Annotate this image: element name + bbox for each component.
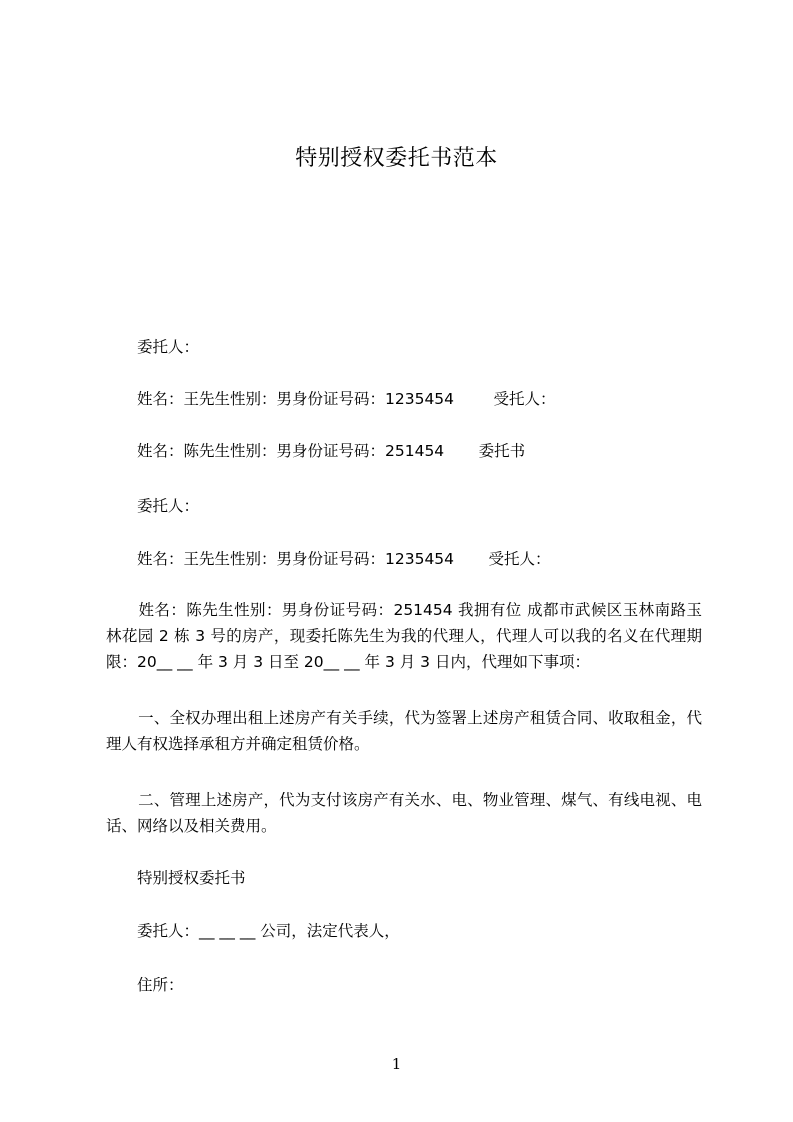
principal-info-2: 姓名：王先生性别：男身份证号码：1235454 受托人： — [137, 550, 551, 568]
section-title: 特别授权委托书 — [137, 869, 246, 887]
agent-info-1: 姓名：陈先生性别：男身份证号码：251454 委托书 — [137, 442, 526, 460]
page-number: 1 — [391, 1055, 402, 1073]
authorization-paragraph — [106, 597, 702, 675]
item-two-paragraph — [106, 787, 702, 839]
authorization-text: 姓名：陈先生性别：男身份证号码：251454 我拥有位 成都市武候区玉林南路玉林花园 2 栋 3 号的房产，现委托陈先生为我的代理人，代理人可以我的名义在代理期限：20__ __ 年 3 月 3 日至 20__ __ 年 3 月 3 日内，代理如下事项： — [106, 601, 702, 671]
principal-label-2: 委托人： — [137, 497, 200, 515]
principal-company-line: 委托人：__ __ __ 公司，法定代表人， — [137, 922, 400, 940]
principal-info-1: 姓名：王先生性别：男身份证号码：1235454 受托人： — [137, 390, 556, 408]
document-title: 特别授权委托书范本 — [295, 146, 498, 171]
item-one-text: 一、全权办理出租上述房产有关手续，代为签署上述房产租赁合同、收取租金，代理人有权选择承租方并确定租赁价格。 — [106, 709, 702, 753]
item-two-text: 二、管理上述房产，代为支付该房产有关水、电、物业管理、煤气、有线电视、电话、网络以及相关费用。 — [106, 791, 702, 835]
principal-label-1: 委托人： — [137, 338, 200, 356]
address-line: 住所： — [137, 976, 184, 994]
item-one-paragraph — [106, 705, 702, 757]
